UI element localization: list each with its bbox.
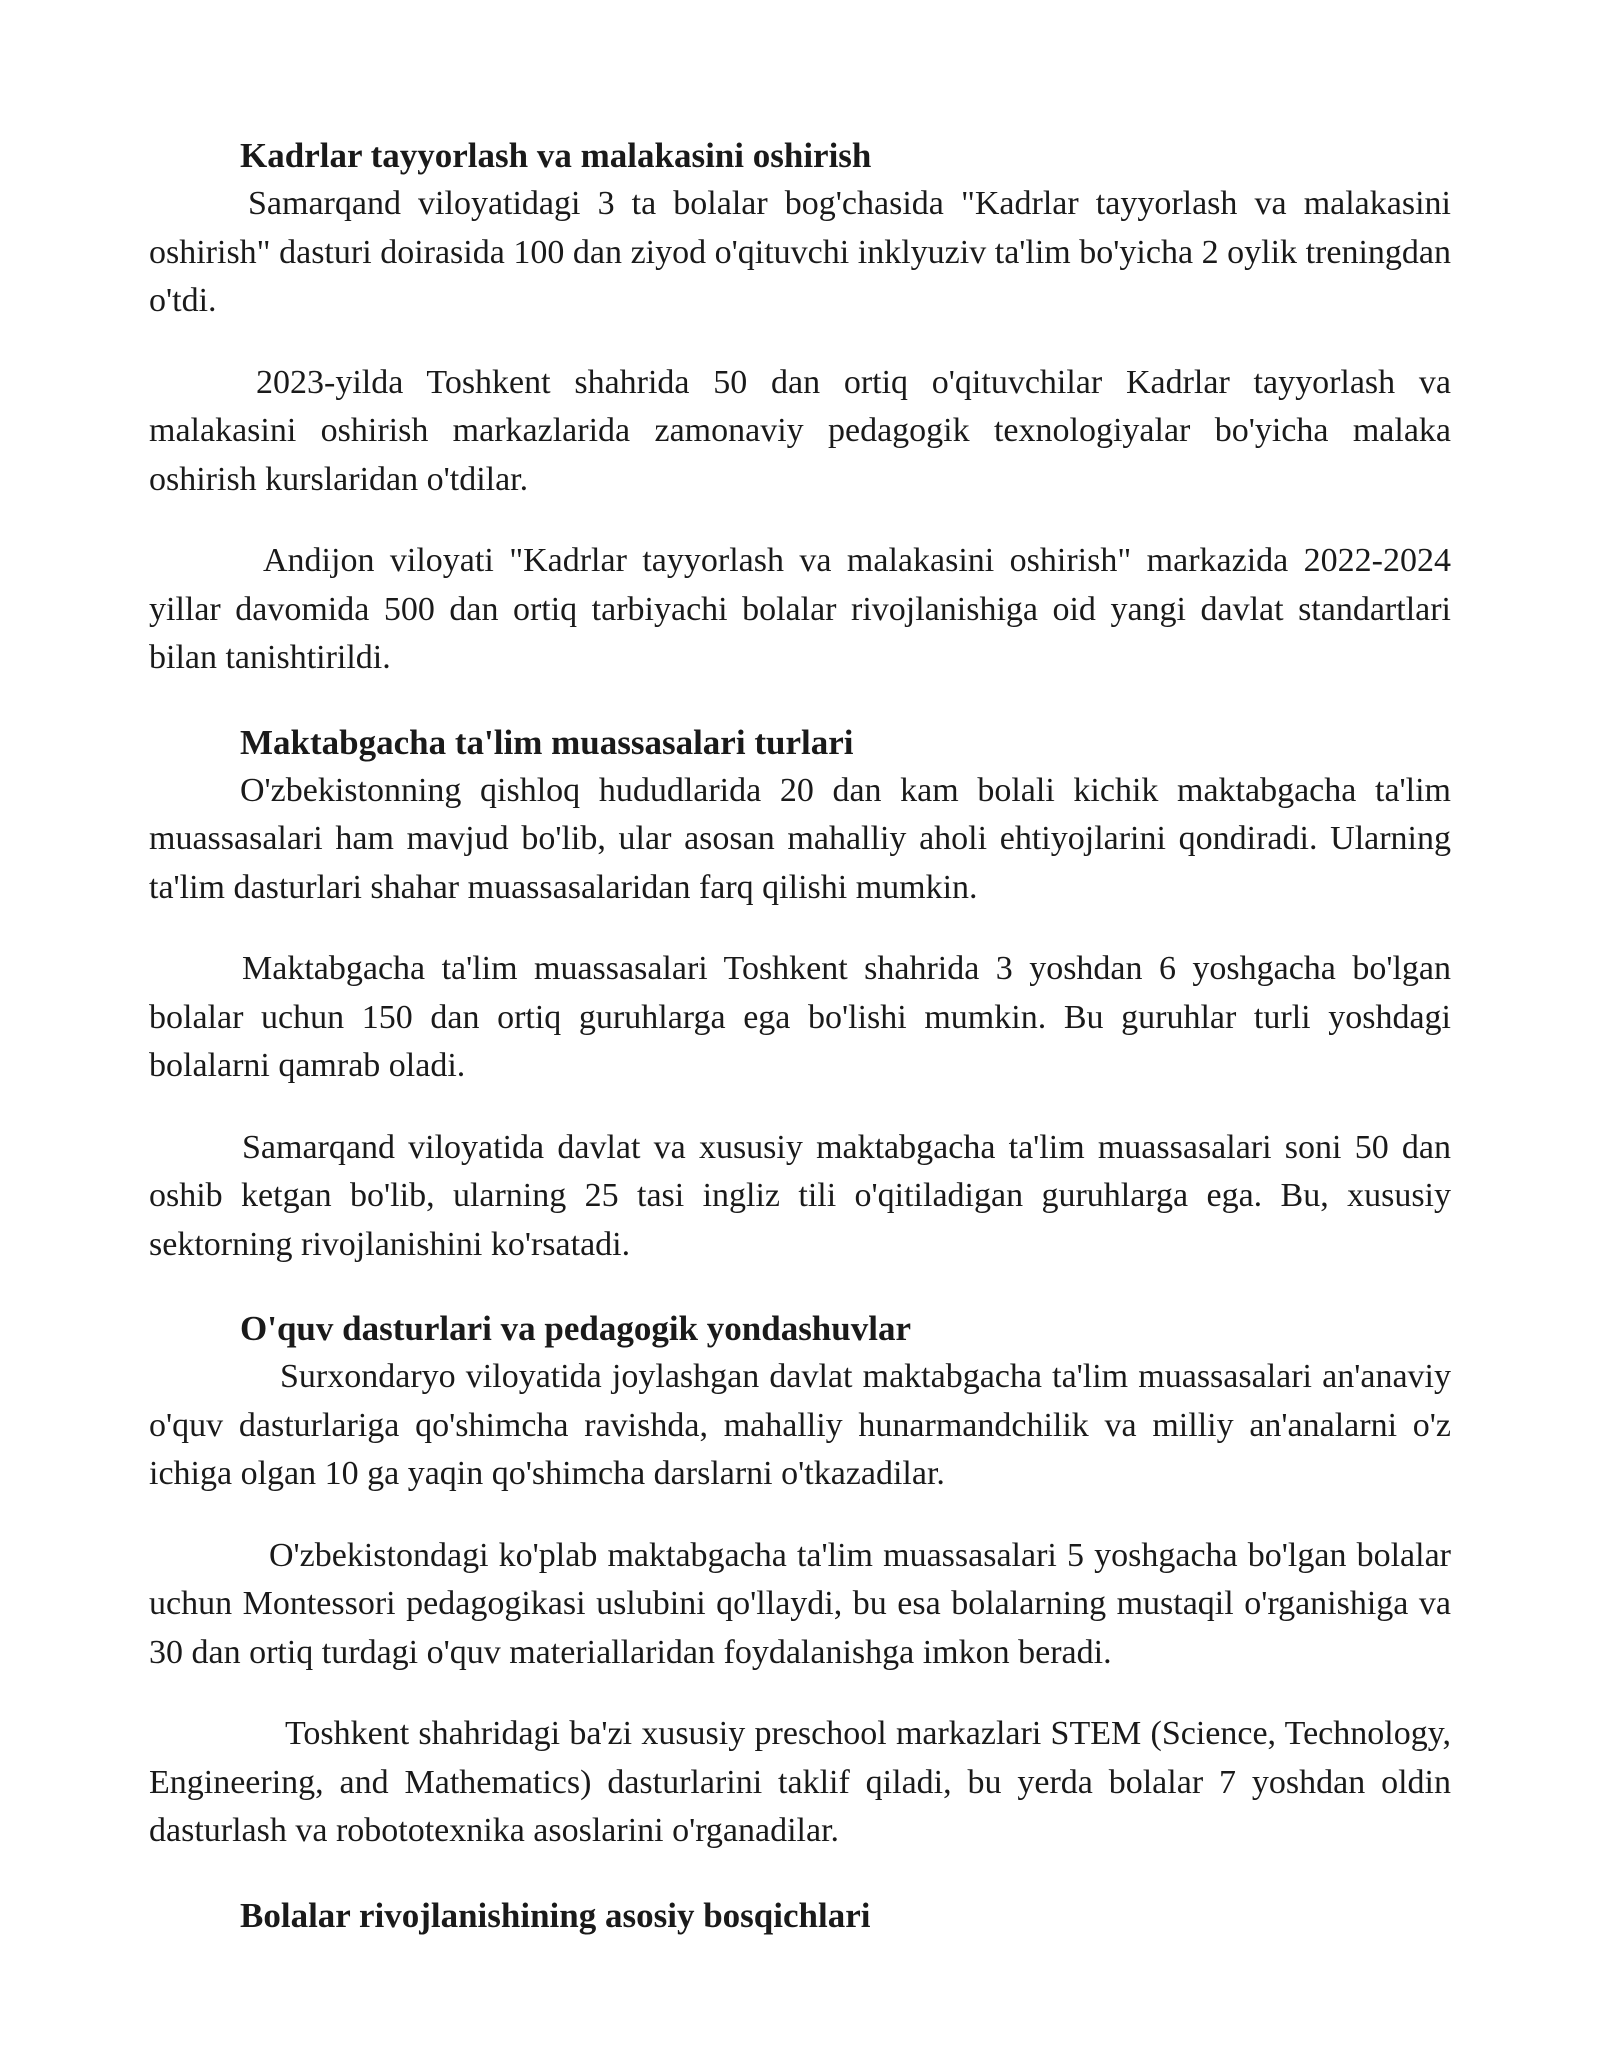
section-heading: Bolalar rivojlanishining asosiy bosqichlari [240,1895,871,1935]
section-heading: Maktabgacha ta'lim muassasalari turlari [240,722,854,762]
paragraph: O'zbekistonning qishloq hududlarida 20 dan kam bolali kichik maktabgacha ta'lim muassasalari ham mavjud bo'lib, ular asosan mahalliy aholi ehtiyojlarini qondiradi. Ularning ta'lim dasturlari shahar muassasalaridan farq qilishi mumkin. [149,771,1451,906]
document-page [149,132,1451,1940]
paragraph: 2023-yilda Toshkent shahrida 50 dan ortiq o'qituvchilar Kadrlar tayyorlash va malakasini oshirish markazlarida zamonaviy pedagogik texnologiyalar bo'yicha malaka oshirish kurslaridan o'tdilar. [149,363,1451,498]
section-heading: Kadrlar tayyorlash va malakasini oshirish [240,136,872,175]
paragraph: Maktabgacha ta'lim muassasalari Toshkent shahrida 3 yoshdan 6 yoshgacha bo'lgan bolalar uchun 150 dan ortiq guruhlarga ega bo'lishi mumkin. Bu guruhlar turli yoshdagi bolalarni qamrab oladi. [149,950,1451,1084]
paragraph: Toshkent shahridagi ba'zi xususiy preschool markazlari STEM (Science, Technology, Engineering, and Mathematics) dasturlarini taklif qiladi, bu yerda bolalar 7 yoshdan oldin dasturlash va robototexnika asoslarini o'rganadilar. [149,1715,1451,1849]
section-heading: O'quv dasturlari va pedagogik yondashuvlar [240,1309,911,1348]
paragraph: Samarqand viloyatida davlat va xususiy maktabgacha ta'lim muassasalari soni 50 dan oshib ketgan bo'lib, ularning 25 tasi ingliz tili o'qitiladigan guruhlarga ega. Bu, xususiy sektorning rivojlanishini ko'rsatadi. [149,1128,1451,1263]
paragraph: Andijon viloyati "Kadrlar tayyorlash va malakasini oshirish" markazida 2022-2024 yillar davomida 500 dan ortiq tarbiyachi bolalar rivojlanishiga oid yangi davlat standartlari bilan tanishtirildi. [149,542,1451,676]
paragraph: Surxondaryo viloyatida joylashgan davlat maktabgacha ta'lim muassasalari an'anaviy o'quv dasturlariga qo'shimcha ravishda, mahalliy hunarmandchilik va milliy an'analarni o'z ichiga olgan 10 ga yaqin qo'shimcha darslarni o'tkazadilar. [149,1358,1451,1492]
paragraph: Samarqand viloyatidagi 3 ta bolalar bog'chasida "Kadrlar tayyorlash va malakasini oshirish" dasturi doirasida 100 dan ziyod o'qituvchi inklyuziv ta'lim bo'yicha 2 oylik treningdan o'tdi. [149,185,1451,319]
paragraph: O'zbekistondagi ko'plab maktabgacha ta'lim muassasalari 5 yoshgacha bo'lgan bolalar uchun Montessori pedagogikasi uslubini qo'llaydi, bu esa bolalarning mustaqil o'rganishiga va 30 dan ortiq turdagi o'quv materiallaridan foydalanishga imkon beradi. [149,1536,1451,1671]
